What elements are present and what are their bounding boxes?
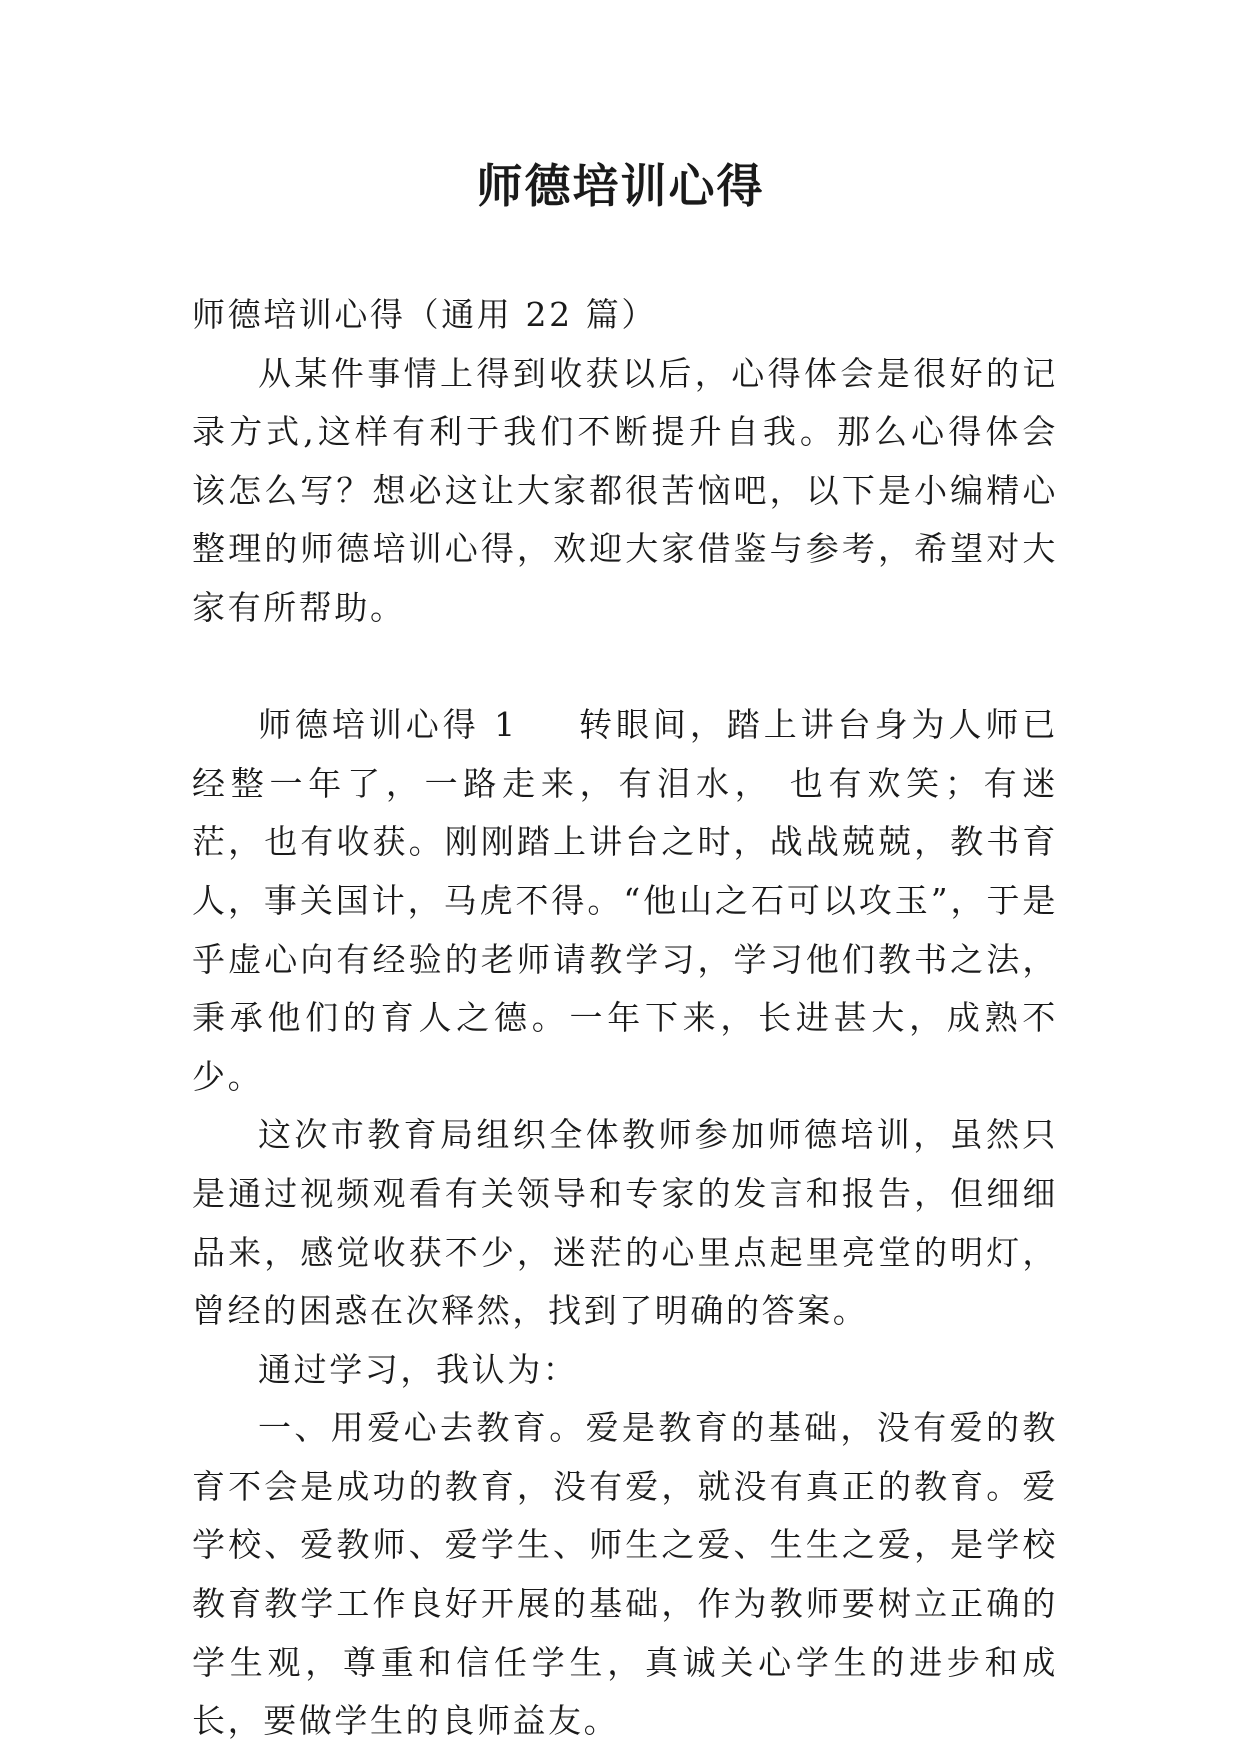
document-subtitle: 师德培训心得（通用 22 篇） [192, 295, 657, 334]
document-body [192, 286, 1058, 1751]
section-1-paragraph-2: 这次市教育局组织全体教师参加师德培训，虽然只是通过视频观看有关领导和专家的发言和报告，但细细品来，感觉收获不少，迷茫的心里点起里亮堂的明灯，曾经的困惑在次释然，找到了明确的答案。 [192, 1115, 1058, 1331]
section-1-paragraph-1-text: 转眼间，踏上讲台身为人师已经整一年了，一路走来，有泪水， 也有欢笑；有迷茫，也有收获。刚刚踏上讲台之时，战战兢兢，教书育人，事关国计，马虎不得。“他山之石可以攻玉”，于是乎虚心向有经验的老师请教学习，学习他们教书之法，秉承他们的育人之德。一年下来，长进甚大，成熟不少。 [192, 705, 1058, 1096]
intro-paragraph: 从某件事情上得到收获以后，心得体会是很好的记录方式,这样有利于我们不断提升自我。那么心得体会该怎么写？想必这让大家都很苦恼吧，以下是小编精心整理的师德培训心得，欢迎大家借鉴与参考，希望对大家有所帮助。 [192, 353, 1058, 627]
paragraph-spacer [192, 638, 1058, 697]
section-1-heading: 师德培训心得 1 [258, 705, 518, 745]
section-1-paragraph-1 [192, 696, 1058, 1106]
section-1-paragraph-3: 通过学习，我认为： [258, 1349, 579, 1389]
section-1-paragraph-4: 一、用爱心去教育。爱是教育的基础，没有爱的教育不会是成功的教育，没有爱，就没有真正的教育。爱学校、爱教师、爱学生、师生之爱、生生之爱，是学校教育教学工作良好开展的基础，作为教师要树立正确的学生观，尊重和信任学生，真诚关心学生的进步和成长，要做学生的良师益友。 [192, 1408, 1058, 1741]
document-title: 师德培训心得 [476, 159, 765, 213]
